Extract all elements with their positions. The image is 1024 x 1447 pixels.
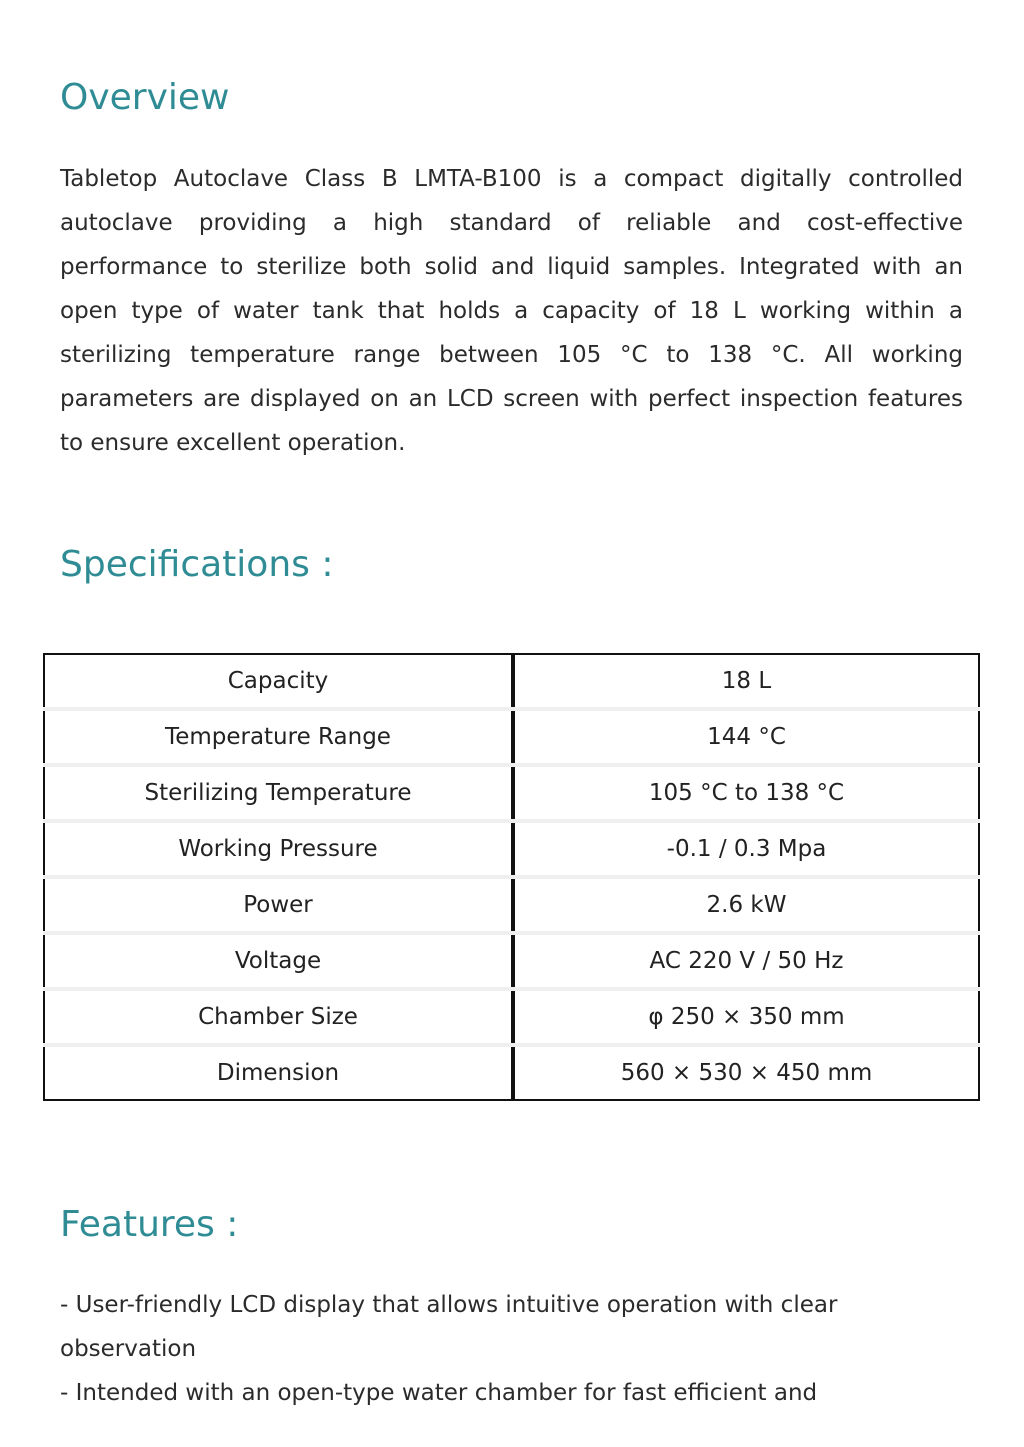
overview-heading: Overview <box>60 77 230 118</box>
spec-value: 144 °C <box>513 709 979 765</box>
spec-label: Sterilizing Temperature <box>44 765 513 821</box>
spec-label: Dimension <box>44 1045 513 1100</box>
specifications-heading: Specifications : <box>60 544 334 585</box>
spec-label: Chamber Size <box>44 989 513 1045</box>
spec-row-power <box>44 877 979 933</box>
spec-label: Power <box>44 877 513 933</box>
spec-row-chamber-size <box>44 989 979 1045</box>
spec-label: Working Pressure <box>44 821 513 877</box>
spec-value: 18 L <box>513 654 979 709</box>
spec-row-working-pressure <box>44 821 979 877</box>
features-list <box>60 1283 963 1415</box>
spec-row-sterilizing-temperature <box>44 765 979 821</box>
overview-paragraph: Tabletop Autoclave Class B LMTA-B100 is a compact digitally controlled autoclave providing a high standard of reliable and cost-effective performance to sterilize both solid and liquid samples. Integrated with an open type of water tank that holds a capacity of 18 L working within a sterilizing temperature range between 105 °C to 138 °C. All working parameters are displayed on an LCD screen with perfect inspection features to ensure excellent operation. <box>60 166 963 456</box>
spec-row-temperature-range <box>44 709 979 765</box>
features-heading: Features : <box>60 1204 239 1245</box>
spec-value: 105 °C to 138 °C <box>513 765 979 821</box>
spec-label: Capacity <box>44 654 513 709</box>
spec-value: 2.6 kW <box>513 877 979 933</box>
feature-item: - User-friendly LCD display that allows intuitive operation with clear observation <box>60 1292 838 1362</box>
spec-label: Temperature Range <box>44 709 513 765</box>
spec-value: -0.1 / 0.3 Mpa <box>513 821 979 877</box>
specifications-table <box>43 653 980 1101</box>
spec-row-voltage <box>44 933 979 989</box>
spec-value: φ 250 × 350 mm <box>513 989 979 1045</box>
spec-label: Voltage <box>44 933 513 989</box>
feature-item: - Intended with an open-type water chamber for fast efficient and <box>60 1380 818 1406</box>
spec-value: AC 220 V / 50 Hz <box>513 933 979 989</box>
spec-row-capacity <box>44 654 979 709</box>
spec-value: 560 × 530 × 450 mm <box>620 1060 873 1086</box>
spec-row-dimension <box>44 1045 979 1100</box>
